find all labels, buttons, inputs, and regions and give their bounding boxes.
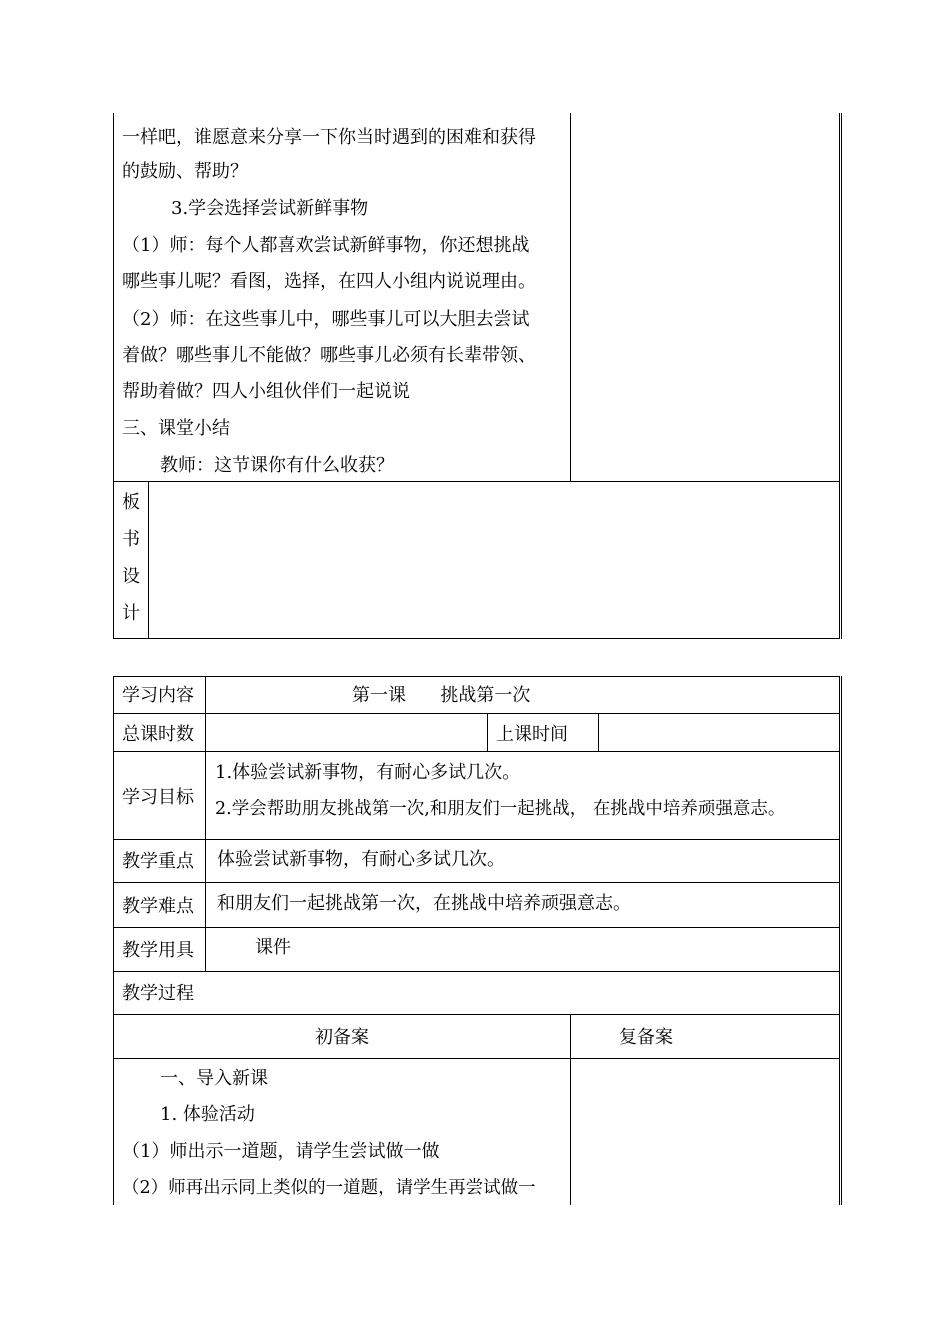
goal-item: 2.学会帮助朋友挑战第一次,和朋友们一起挑战， 在挑战中培养顽强意志。: [215, 799, 786, 819]
class-time-label: 上课时间: [496, 724, 568, 745]
review-plan-header: 复备案: [619, 1027, 673, 1048]
section-heading: 三、课堂小结: [122, 418, 230, 439]
process-line: （2）师：在这些事儿中，哪些事儿可以大胆去尝试: [122, 309, 530, 330]
process-label: 教学过程: [122, 983, 194, 1004]
board-label-char: 板: [122, 492, 140, 513]
lesson-title: 第一课 挑战第一次: [352, 685, 531, 706]
board-label-char: 计: [122, 603, 140, 624]
section-heading: 一、导入新课: [160, 1068, 268, 1089]
total-hours-label: 总课时数: [122, 724, 194, 745]
process-line: 一样吧，谁愿意来分享一下你当时遇到的困难和获得: [122, 127, 536, 148]
process-line: 帮助着做？四人小组伙伴们一起说说: [122, 381, 410, 402]
process-line: （1）师出示一道题，请学生尝试做一做: [122, 1141, 440, 1162]
process-line: 1. 体验活动: [160, 1104, 255, 1125]
process-line: 哪些事儿呢？看图，选择，在四人小组内说说理由。: [122, 271, 536, 292]
process-line: 着做？哪些事儿不能做？哪些事儿必须有长辈带领、: [122, 345, 536, 366]
process-line: 教师：这节课你有什么收获？: [160, 455, 394, 476]
difficulty-label: 教学难点: [122, 896, 194, 917]
process-line: 的鼓励、帮助？: [122, 161, 248, 182]
initial-plan-header: 初备案: [315, 1027, 369, 1048]
board-label-char: 书: [122, 529, 140, 550]
process-line: 3.学会选择尝试新鲜事物: [171, 198, 369, 219]
goal-item: 1.体验尝试新事物，有耐心多试几次。: [215, 762, 521, 783]
process-line: （2）师再出示同上类似的一道题，请学生再尝试做一: [122, 1178, 536, 1198]
tools-value: 课件: [255, 937, 291, 958]
tools-label: 教学用具: [122, 940, 194, 961]
key-point-label: 教学重点: [122, 851, 194, 872]
goals-label: 学习目标: [122, 787, 194, 808]
content-label: 学习内容: [122, 685, 194, 706]
process-line: （1）师：每个人都喜欢尝试新鲜事物，你还想挑战: [122, 235, 530, 256]
key-point-value: 体验尝试新事物，有耐心多试几次。: [217, 849, 505, 870]
difficulty-value: 和朋友们一起挑战第一次，在挑战中培养顽强意志。: [217, 893, 631, 914]
board-label-char: 设: [122, 566, 140, 587]
